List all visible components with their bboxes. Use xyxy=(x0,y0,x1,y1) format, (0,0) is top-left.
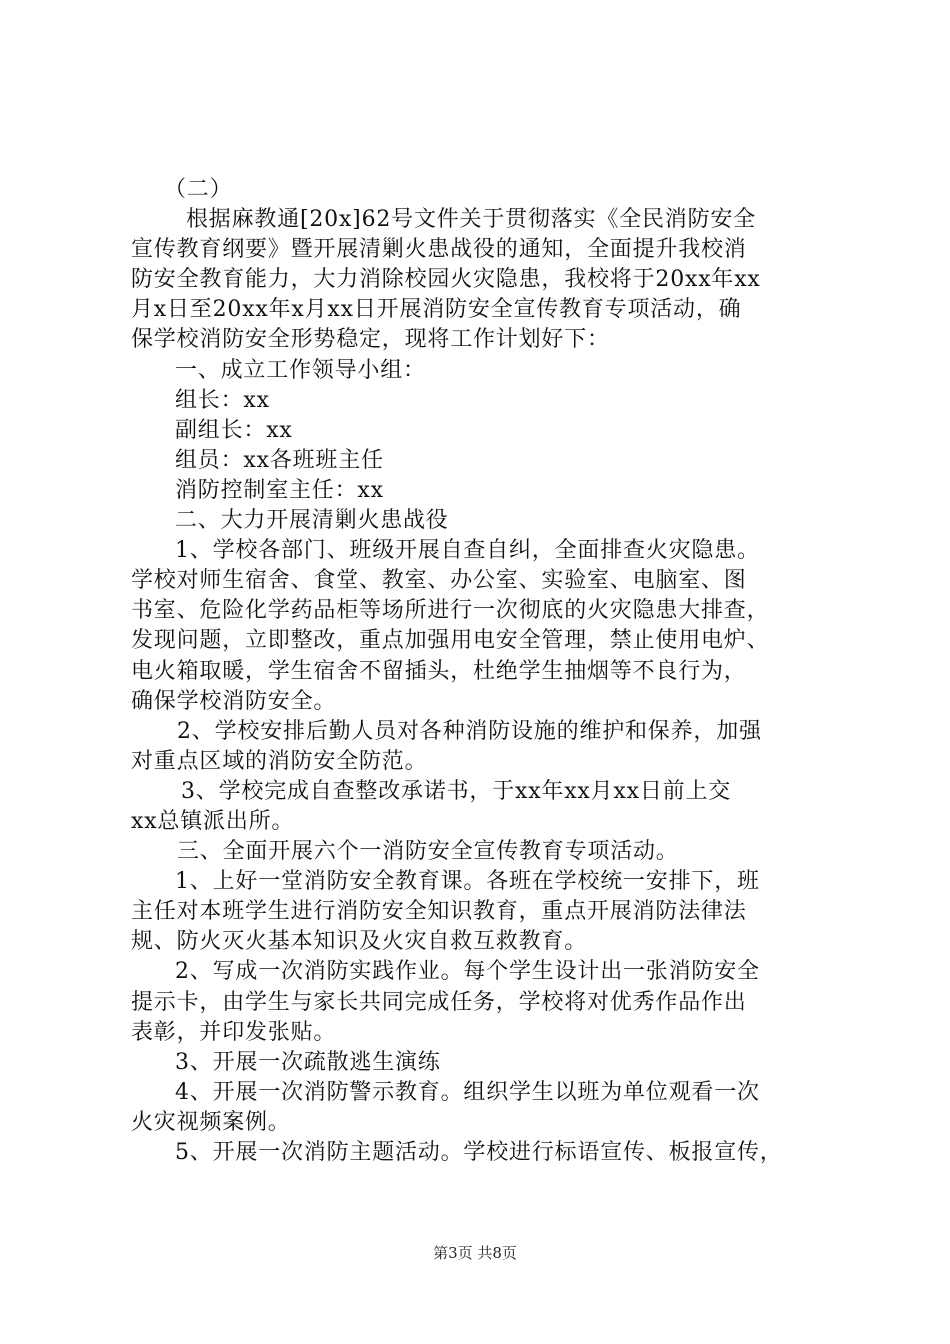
paragraph-line: 3、学校完成自查整改承诺书，于xx年xx月xx日前上交 xyxy=(181,778,732,804)
paragraph-line: 主任对本班学生进行消防安全知识教育，重点开展消防法律法 xyxy=(131,899,747,925)
section-heading: 一、成立工作领导小组： xyxy=(175,357,426,383)
paragraph-line: 3、开展一次疏散逃生演练 xyxy=(175,1049,441,1075)
paragraph-line: 1、上好一堂消防安全教育课。各班在学校统一安排下，班 xyxy=(175,869,760,895)
list-item: 组员：xx各班班主任 xyxy=(175,447,384,473)
paragraph-line: 学校对师生宿舍、食堂、教室、办公室、实验室、电脑室、图 xyxy=(131,568,747,594)
paragraph-line: 5、开展一次消防主题活动。学校进行标语宣传、板报宣传， xyxy=(175,1140,783,1165)
document-body xyxy=(131,175,831,1168)
paragraph-line: 月x日至20xx年x月xx日开展消防安全宣传教育专项活动，确 xyxy=(131,297,742,323)
paragraph-line: 提示卡，由学生与家长共同完成任务，学校将对优秀作品作出 xyxy=(131,989,747,1015)
paragraph-line: 2、学校安排后勤人员对各种消防设施的维护和保养，加强 xyxy=(177,718,762,744)
paragraph-line: 规、防火灭火基本知识及火灾自救互救教育。 xyxy=(131,929,588,955)
paragraph-line: 防安全教育能力，大力消除校园火灾隐患，我校将于20xx年xx xyxy=(131,267,761,293)
section-heading: （二） xyxy=(164,177,233,202)
page-footer: 第3页 共8页 xyxy=(433,1244,517,1262)
paragraph-line: 对重点区域的消防安全防范。 xyxy=(131,748,428,774)
paragraph-line: 保学校消防安全形势稳定，现将工作计划好下： xyxy=(131,327,610,353)
paragraph-line: 表彰，并印发张贴。 xyxy=(131,1019,337,1045)
section-heading: 二、大力开展清剿火患战役 xyxy=(175,508,449,534)
paragraph-line: 根据麻教通[20x]62号文件关于贯彻落实《全民消防安全 xyxy=(186,207,756,233)
paragraph-line: 4、开展一次消防警示教育。组织学生以班为单位观看一次 xyxy=(175,1079,760,1105)
paragraph-line: 书室、危险化学药品柜等场所进行一次彻底的火灾隐患大排查， xyxy=(131,598,770,624)
paragraph-line: 电火箱取暖，学生宿舍不留插头，杜绝学生抽烟等不良行为， xyxy=(131,658,747,684)
section-heading: 三、全面开展六个一消防安全宣传教育专项活动。 xyxy=(177,839,679,865)
paragraph-line: 确保学校消防安全。 xyxy=(131,688,337,714)
list-item: 组长：xx xyxy=(175,387,270,413)
paragraph-line: xx总镇派出所。 xyxy=(131,808,295,834)
paragraph-line: 宣传教育纲要》暨开展清剿火患战役的通知，全面提升我校消 xyxy=(131,237,747,263)
paragraph-line: 2、写成一次消防实践作业。每个学生设计出一张消防安全 xyxy=(175,959,760,985)
list-item: 副组长：xx xyxy=(175,417,293,443)
paragraph-line: 1、学校各部门、班级开展自查自纠，全面排查火灾隐患。 xyxy=(175,538,760,564)
list-item: 消防控制室主任：xx xyxy=(175,477,384,503)
paragraph-line: 火灾视频案例。 xyxy=(131,1109,291,1135)
paragraph-line: 发现问题，立即整改，重点加强用电安全管理，禁止使用电炉、 xyxy=(131,628,770,654)
